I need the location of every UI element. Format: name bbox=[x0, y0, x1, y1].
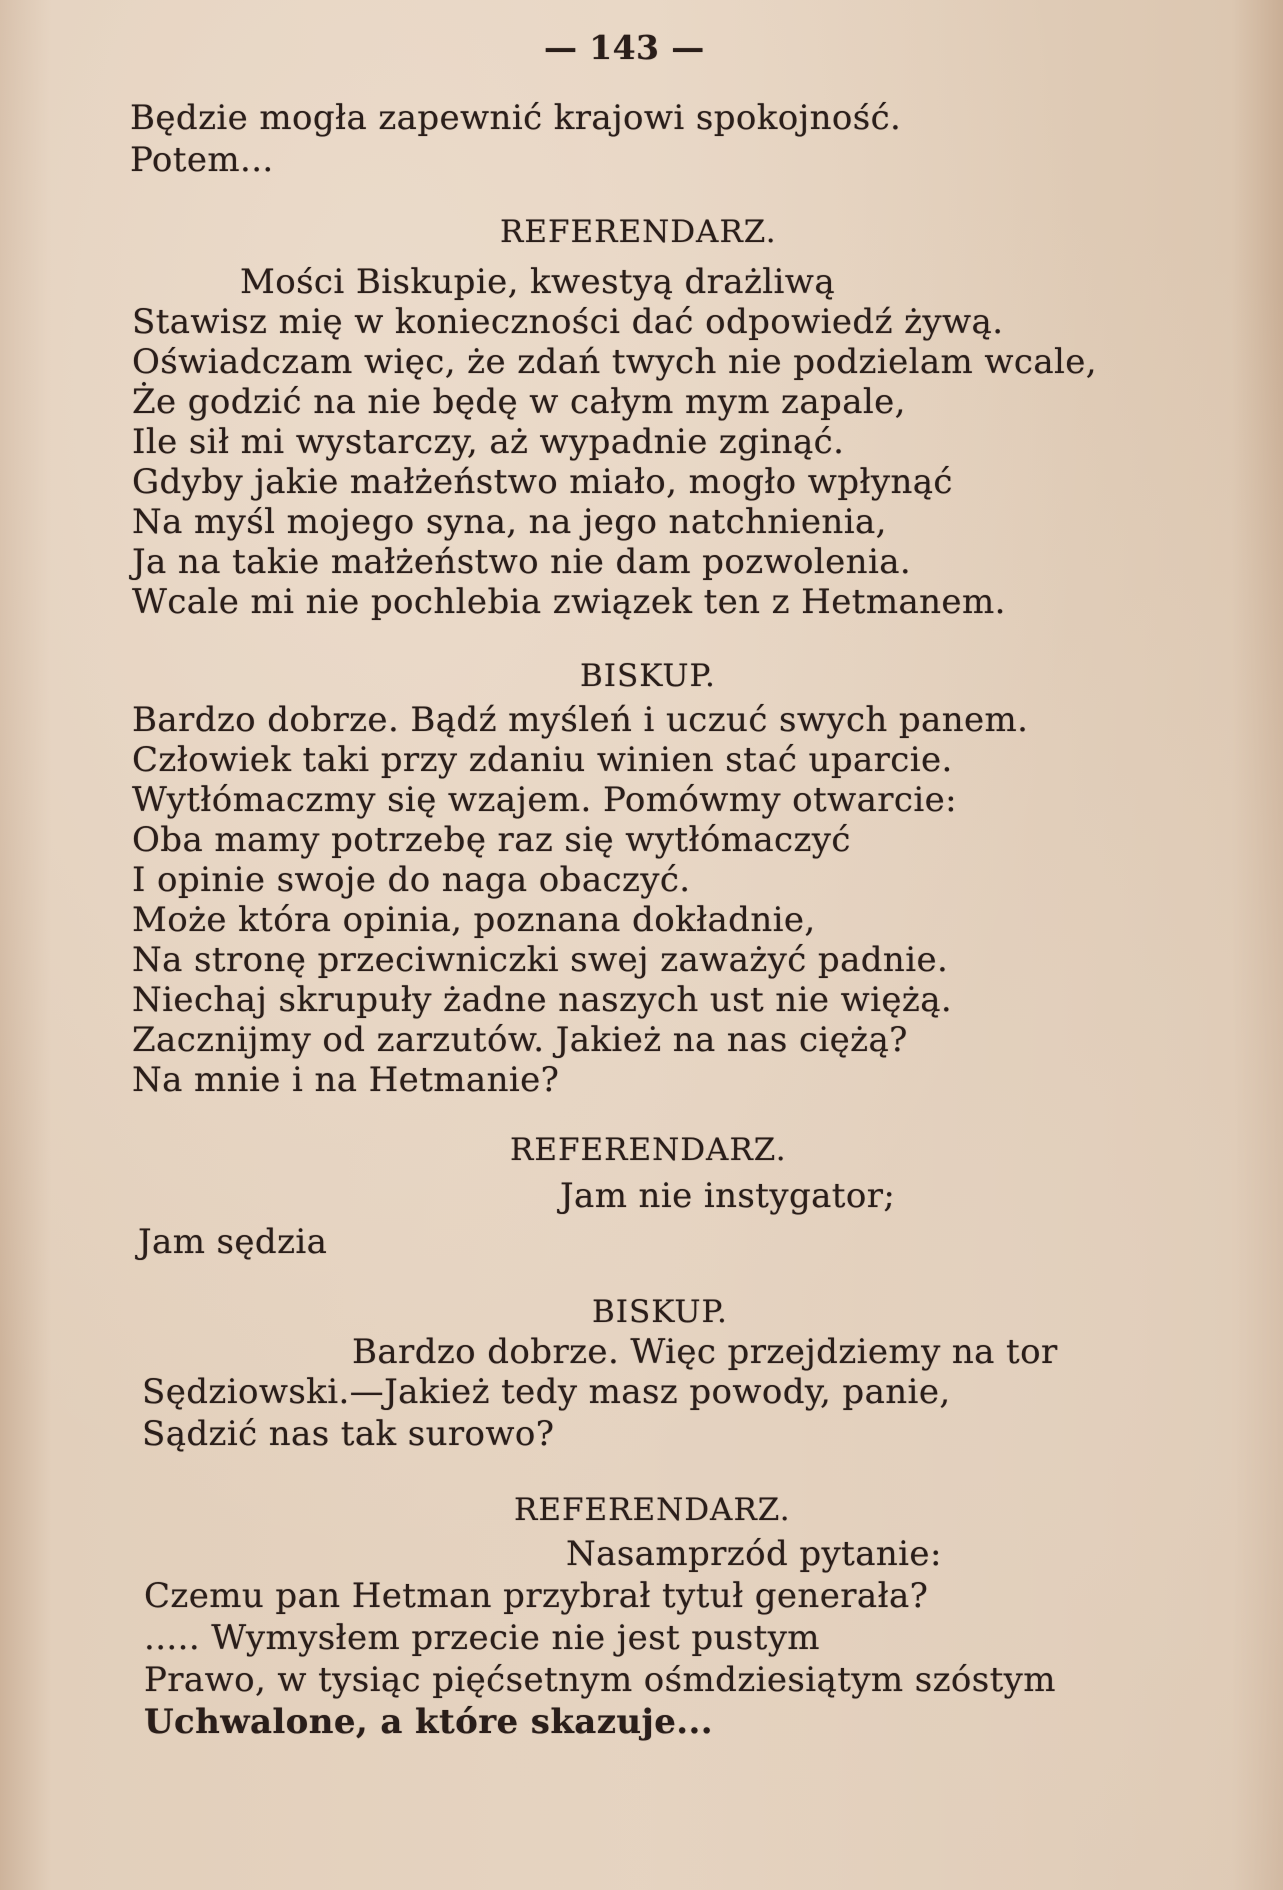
text-line: Bardzo dobrze. Bądź myśleń i uczuć swych panem. bbox=[132, 700, 1029, 740]
speaker-heading: REFERENDARZ. bbox=[510, 1132, 787, 1168]
text-line: Na mnie i na Hetmanie? bbox=[132, 1060, 560, 1100]
speaker-heading: BISKUP. bbox=[592, 1294, 728, 1330]
text-line: Sędziowski.—Jakież tedy masz powody, panie, bbox=[142, 1372, 951, 1412]
text-line: Potem... bbox=[130, 140, 274, 180]
text-line: Niechaj skrupuły żadne naszych ust nie więżą. bbox=[132, 980, 953, 1020]
text-line: ..... Wymysłem przecie nie jest pustym bbox=[144, 1618, 820, 1658]
text-line: Człowiek taki przy zdaniu winien stać uparcie. bbox=[132, 740, 953, 780]
text-line: Wytłómaczmy się wzajem. Pomówmy otwarcie: bbox=[132, 780, 958, 820]
text-line: Bardzo dobrze. Więc przejdziemy na tor bbox=[352, 1332, 1058, 1372]
text-line: Że godzić na nie będę w całym mym zapale, bbox=[132, 382, 906, 422]
text-line: Stawisz mię w konieczności dać odpowiedź żywą. bbox=[132, 302, 1004, 342]
speaker-heading: REFERENDARZ. bbox=[500, 214, 777, 250]
text-line: Nasamprzód pytanie: bbox=[566, 1534, 942, 1574]
text-line: Jam sędzia bbox=[138, 1222, 328, 1262]
speaker-heading: REFERENDARZ. bbox=[514, 1492, 791, 1528]
text-line: Sądzić nas tak surowo? bbox=[142, 1414, 555, 1454]
text-line: Ja na takie małżeństwo nie dam pozwolenia. bbox=[132, 542, 912, 582]
text-line: Czemu pan Hetman przybrał tytuł generała? bbox=[144, 1576, 929, 1616]
text-line: Prawo, w tysiąc pięćsetnym ośmdziesiątym szóstym bbox=[144, 1660, 1056, 1700]
text-line: Oświadczam więc, że zdań twych nie podzielam wcale, bbox=[132, 342, 1097, 382]
text-line: Zacznijmy od zarzutów. Jakież na nas ciężą? bbox=[132, 1020, 908, 1060]
text-line: Na stronę przeciwniczki swej zaważyć padnie. bbox=[132, 940, 949, 980]
text-line: Mości Biskupie, kwestyą drażliwą bbox=[240, 262, 835, 302]
text-line: Będzie mogła zapewnić krajowi spokojność. bbox=[130, 98, 902, 138]
text-line: Jam nie instygator; bbox=[560, 1176, 896, 1216]
text-line: Uchwalone, a które skazuje... bbox=[144, 1702, 713, 1742]
text-line: Na myśl mojego syna, na jego natchnienia, bbox=[132, 502, 887, 542]
speaker-heading: BISKUP. bbox=[580, 658, 716, 694]
text-line: I opinie swoje do naga obaczyć. bbox=[132, 860, 691, 900]
text-line: Wcale mi nie pochlebia związek ten z Hetmanem. bbox=[132, 582, 1006, 622]
text-line: Gdyby jakie małżeństwo miało, mogło wpłynąć bbox=[132, 462, 953, 502]
text-line: Może która opinia, poznana dokładnie, bbox=[132, 900, 816, 940]
page-number: — 143 — bbox=[544, 28, 705, 67]
text-line: Oba mamy potrzebę raz się wytłómaczyć bbox=[132, 820, 851, 860]
text-line: Ile sił mi wystarczy, aż wypadnie zginąć. bbox=[132, 422, 845, 462]
